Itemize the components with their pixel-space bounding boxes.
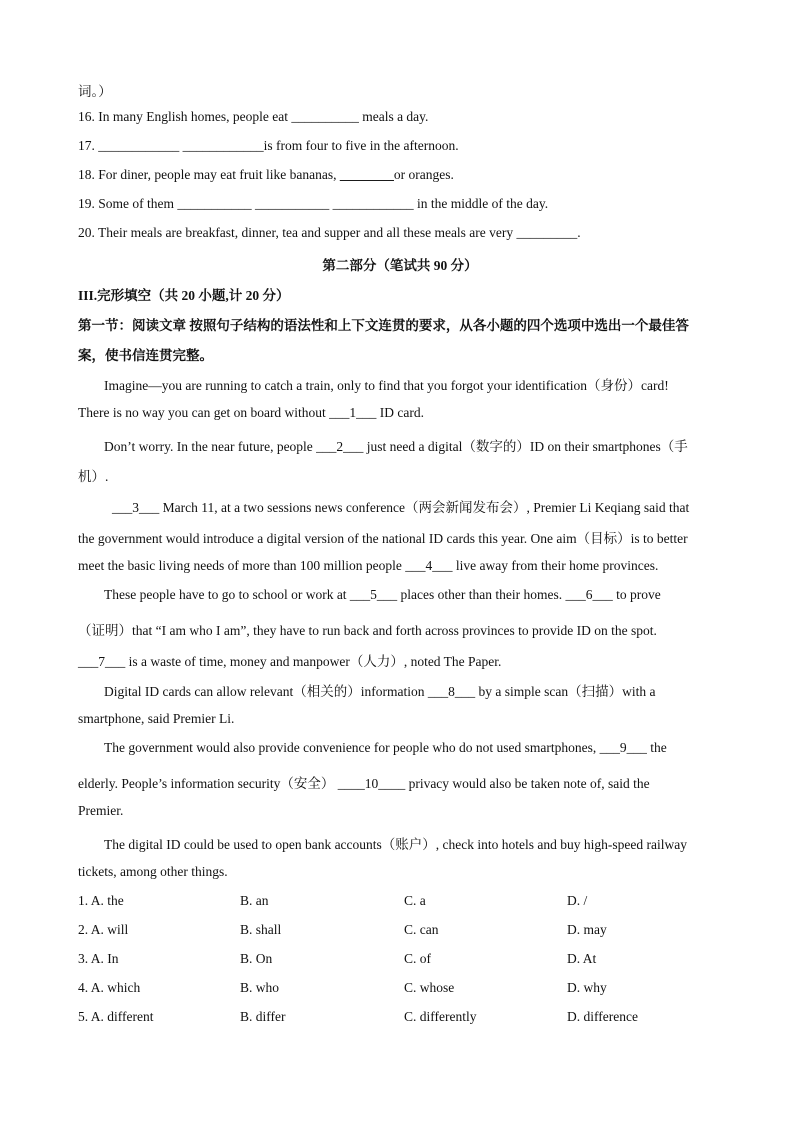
- instruction-line-1: 第一节：阅读文章 按照句子结构的语法性和上下文连贯的要求，从各小题的四个选项中选出一个最佳答: [78, 318, 689, 333]
- passage-line: Premier.: [78, 803, 124, 818]
- text-line: 词。）: [78, 84, 112, 99]
- option-c[interactable]: C. of: [404, 951, 431, 966]
- option-a[interactable]: 1. A. the: [78, 893, 124, 908]
- option-d[interactable]: D. why: [567, 980, 607, 995]
- passage-line: tickets, among other things.: [78, 864, 228, 879]
- passage-line: Digital ID cards can allow relevant（相关的）information ___8___ by a simple scan（扫描）with a: [104, 684, 656, 699]
- option-d[interactable]: D. may: [567, 922, 607, 937]
- passage-line: The digital ID could be used to open bank accounts（账户）, check into hotels and buy high-speed railway: [104, 837, 687, 852]
- section-heading: III.完形填空（共 20 小题,计 20 分）: [78, 288, 290, 303]
- option-a[interactable]: 2. A. will: [78, 922, 129, 937]
- passage-line: ___7___ is a waste of time, money and manpower（人力）, noted The Paper.: [78, 654, 502, 669]
- question-18-text-end: or oranges.: [393, 167, 454, 182]
- question-18: [78, 167, 454, 183]
- passage-line: smartphone, said Premier Li.: [78, 711, 235, 726]
- passage-line: ___3___ March 11, at a two sessions news conference（两会新闻发布会）, Premier Li Keqiang said that: [112, 500, 690, 515]
- question-16: 16. In many English homes, people eat __________ meals a day.: [78, 109, 429, 124]
- question-18-text: 18. For diner, people may eat fruit like bananas,: [78, 167, 340, 182]
- option-a[interactable]: 5. A. different: [78, 1009, 154, 1024]
- option-c[interactable]: C. whose: [404, 980, 455, 995]
- option-row-1: [78, 893, 728, 913]
- question-17: 17. ____________ ____________is from four to five in the afternoon.: [78, 138, 459, 153]
- passage-line: meet the basic living needs of more than 100 million people ___4___ live away from their home provinces.: [78, 558, 659, 573]
- passage-line: elderly. People’s information security（安全） ____10____ privacy would also be taken note of, said the: [78, 776, 650, 791]
- option-c[interactable]: C. differently: [404, 1009, 477, 1024]
- option-d[interactable]: D. At: [567, 951, 597, 966]
- option-b[interactable]: B. differ: [240, 1009, 286, 1024]
- passage-line: These people have to go to school or work at ___5___ places other than their homes. ___6___ to prove: [104, 587, 661, 602]
- option-d[interactable]: D. difference: [567, 1009, 638, 1024]
- option-row-2: [78, 922, 728, 942]
- part-two-heading: 第二部分（笔试共 90 分）: [322, 258, 478, 273]
- question-19: 19. Some of them ___________ ___________ ____________ in the middle of the day.: [78, 196, 549, 211]
- question-18-blank: ________: [339, 167, 394, 182]
- passage-line: the government would introduce a digital version of the national ID cards this year. One aim（目标）is to better: [78, 531, 688, 546]
- question-20: 20. Their meals are breakfast, dinner, tea and supper and all these meals are very _________.: [78, 225, 581, 240]
- instruction-line-2: 案，使书信连贯完整。: [78, 348, 213, 363]
- option-d[interactable]: D. /: [567, 893, 588, 908]
- option-b[interactable]: B. an: [240, 893, 269, 908]
- passage-line: Imagine—you are running to catch a train, only to find that you forgot your identification（身份）card!: [104, 378, 669, 393]
- option-row-3: [78, 951, 728, 971]
- passage-line: （证明）that “I am who I am”, they have to run back and forth across provinces to provide ID on the spot.: [78, 623, 657, 638]
- option-a[interactable]: 4. A. which: [78, 980, 141, 995]
- option-a[interactable]: 3. A. In: [78, 951, 119, 966]
- option-row-5: [78, 1009, 728, 1029]
- passage-line: 机）.: [78, 469, 109, 484]
- passage-line: Don’t worry. In the near future, people ___2___ just need a digital（数字的）ID on their smartphones（手: [104, 439, 688, 454]
- passage-line: The government would also provide convenience for people who do not used smartphones, ___9___ the: [104, 740, 667, 755]
- passage-line: There is no way you can get on board without ___1___ ID card.: [78, 405, 425, 420]
- option-row-4: [78, 980, 728, 1000]
- option-c[interactable]: C. can: [404, 922, 439, 937]
- option-b[interactable]: B. who: [240, 980, 280, 995]
- option-c[interactable]: C. a: [404, 893, 426, 908]
- option-b[interactable]: B. On: [240, 951, 273, 966]
- option-b[interactable]: B. shall: [240, 922, 282, 937]
